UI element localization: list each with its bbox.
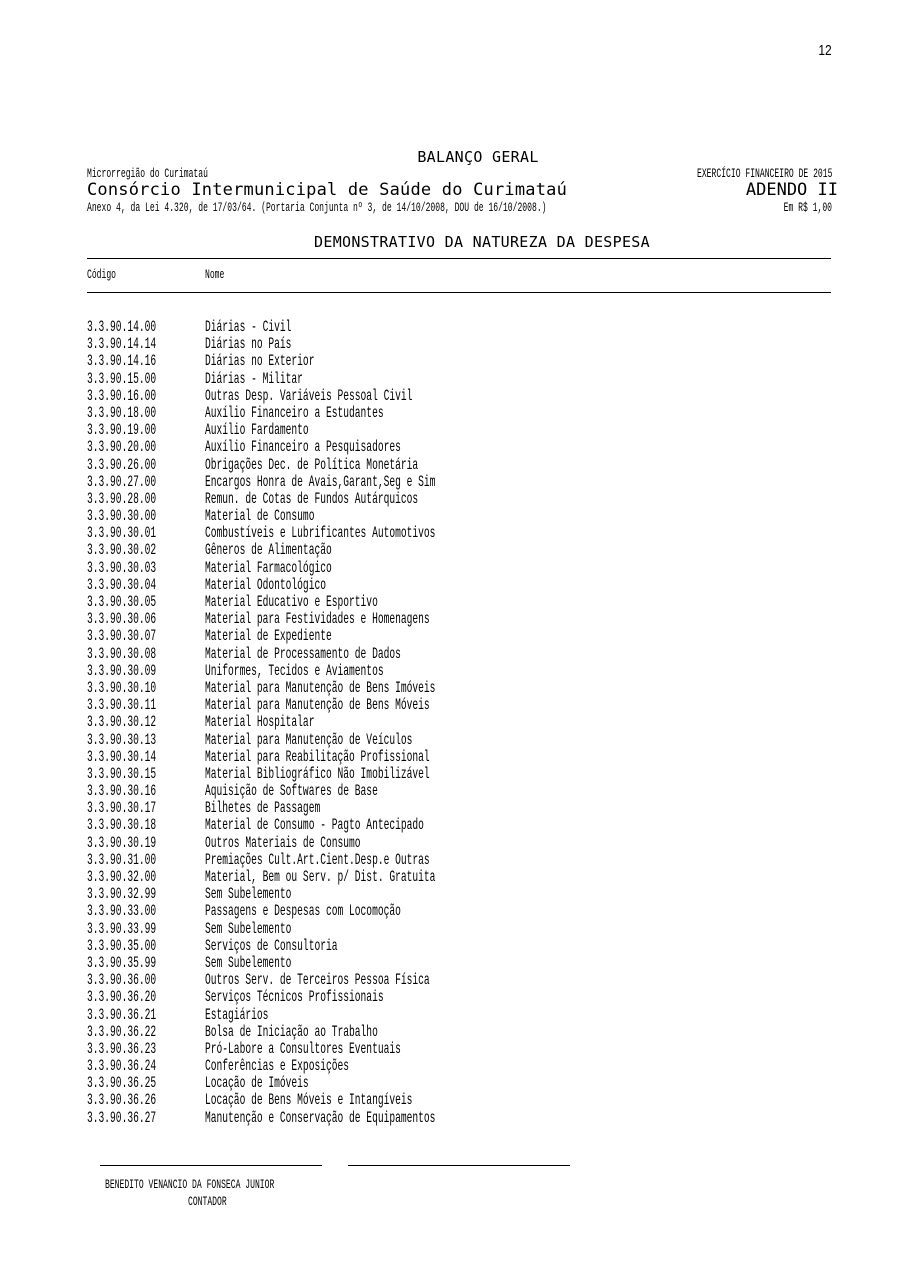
row-code: 3.3.90.32.99	[87, 885, 157, 904]
row-name: Material de Consumo	[205, 507, 315, 526]
row-code: 3.3.90.30.15	[87, 764, 157, 783]
document-title: BALANÇO GERAL	[417, 148, 539, 166]
row-name: Locação de Imóveis	[205, 1074, 309, 1093]
row-code: 3.3.90.14.14	[87, 335, 157, 354]
row-code: 3.3.90.30.09	[87, 661, 157, 680]
currency-label: Em R$ 1,00	[783, 200, 832, 215]
row-code: 3.3.90.36.27	[87, 1108, 157, 1127]
row-code: 3.3.90.30.11	[87, 696, 157, 715]
row-code: 3.3.90.36.23	[87, 1039, 157, 1058]
row-code: 3.3.90.30.14	[87, 747, 157, 766]
entity-name: Consórcio Intermunicipal de Saúde do Curimataú	[87, 180, 568, 200]
row-code: 3.3.90.28.00	[87, 489, 157, 508]
row-name: Passagens e Despesas com Locomoção	[205, 902, 401, 921]
header-bottom-rule	[87, 292, 831, 293]
row-code: 3.3.90.30.07	[87, 627, 157, 646]
row-name: Serviços de Consultoria	[205, 936, 338, 955]
legal-reference: Anexo 4, da Lei 4.320, de 17/03/64. (Portaria Conjunta nº 3, de 14/10/2008, DOU de 16/10/2008.)	[87, 200, 547, 215]
row-code: 3.3.90.31.00	[87, 850, 157, 869]
row-code: 3.3.90.36.21	[87, 1005, 157, 1024]
row-name: Combustíveis e Lubrificantes Automotivos	[205, 524, 436, 543]
row-name: Material para Manutenção de Veículos	[205, 730, 413, 749]
row-name: Aquisição de Softwares de Base	[205, 782, 378, 801]
row-code: 3.3.90.19.00	[87, 421, 157, 440]
row-name: Diárias no País	[205, 335, 292, 354]
row-name: Diárias - Civil	[205, 318, 292, 336]
signature-line-left	[100, 1165, 322, 1166]
row-code: 3.3.90.20.00	[87, 438, 157, 457]
row-name: Manutenção e Conservação de Equipamentos	[205, 1108, 436, 1127]
row-code: 3.3.90.18.00	[87, 403, 157, 422]
row-name: Sem Subelemento	[205, 953, 292, 972]
row-code: 3.3.90.14.00	[87, 318, 157, 336]
row-code: 3.3.90.36.25	[87, 1074, 157, 1093]
row-code: 3.3.90.30.04	[87, 575, 157, 594]
row-name: Material de Expediente	[205, 627, 332, 646]
row-name: Material, Bem ou Serv. p/ Dist. Gratuita	[205, 868, 436, 886]
row-code: 3.3.90.36.26	[87, 1091, 157, 1110]
row-code: 3.3.90.33.99	[87, 919, 157, 938]
row-name: Uniformes, Tecidos e Aviamentos	[205, 661, 384, 680]
row-name: Auxílio Fardamento	[205, 421, 309, 440]
region-label: Microrregião do Curimataú	[87, 166, 208, 181]
row-name: Material para Festividades e Homenagens	[205, 610, 430, 629]
page-number: 12	[818, 42, 832, 59]
row-code: 3.3.90.35.99	[87, 953, 157, 972]
row-code: 3.3.90.30.00	[87, 507, 157, 526]
row-code: 3.3.90.30.17	[87, 799, 157, 818]
signature-line-right	[348, 1165, 570, 1166]
row-code: 3.3.90.26.00	[87, 455, 157, 474]
row-code: 3.3.90.30.12	[87, 713, 157, 732]
row-code: 3.3.90.14.16	[87, 352, 157, 371]
row-name: Pró-Labore a Consultores Eventuais	[205, 1039, 401, 1058]
signatory-role: CONTADOR	[188, 1194, 227, 1209]
row-code: 3.3.90.15.00	[87, 369, 157, 388]
column-header-name: Nome	[205, 267, 225, 282]
row-name: Material Educativo e Esportivo	[205, 593, 378, 611]
header-top-rule	[87, 258, 831, 259]
row-name: Material Farmacológico	[205, 558, 332, 577]
row-name: Material de Processamento de Dados	[205, 644, 401, 663]
row-code: 3.3.90.33.00	[87, 902, 157, 921]
row-code: 3.3.90.30.16	[87, 782, 157, 801]
row-name: Serviços Técnicos Profissionais	[205, 988, 384, 1007]
row-name: Auxílio Financeiro a Estudantes	[205, 403, 384, 422]
column-header-code: Código	[87, 267, 117, 282]
row-name: Sem Subelemento	[205, 919, 292, 938]
row-name: Encargos Honra de Avais,Garant,Seg e Sim	[205, 472, 436, 491]
row-name: Obrigações Dec. de Política Monetária	[205, 455, 419, 474]
row-name: Sem Subelemento	[205, 885, 292, 904]
row-code: 3.3.90.16.00	[87, 386, 157, 405]
row-code: 3.3.90.30.10	[87, 678, 157, 697]
row-name: Material Hospitalar	[205, 713, 315, 732]
row-code: 3.3.90.30.18	[87, 816, 157, 835]
row-name: Estagiários	[205, 1005, 269, 1024]
row-name: Diárias no Exterior	[205, 352, 315, 371]
addendum-label: ADENDO II	[745, 180, 838, 200]
row-code: 3.3.90.30.19	[87, 833, 157, 852]
row-code: 3.3.90.30.02	[87, 541, 157, 560]
row-name: Material de Consumo - Pagto Antecipado	[205, 816, 424, 835]
row-name: Locação de Bens Móveis e Intangíveis	[205, 1091, 413, 1110]
row-code: 3.3.90.30.03	[87, 558, 157, 577]
section-title: DEMONSTRATIVO DA NATUREZA DA DESPESA	[314, 233, 650, 251]
row-name: Material para Manutenção de Bens Móveis	[205, 696, 430, 715]
row-code: 3.3.90.30.13	[87, 730, 157, 749]
row-name: Gêneros de Alimentação	[205, 541, 332, 560]
row-code: 3.3.90.30.08	[87, 644, 157, 663]
row-name: Auxílio Financeiro a Pesquisadores	[205, 438, 401, 457]
row-name: Outros Materiais de Consumo	[205, 833, 361, 852]
row-code: 3.3.90.30.05	[87, 593, 157, 611]
row-name: Material para Manutenção de Bens Imóveis	[205, 678, 436, 697]
row-code: 3.3.90.30.01	[87, 524, 157, 543]
row-name: Remun. de Cotas de Fundos Autárquicos	[205, 489, 419, 508]
row-code: 3.3.90.27.00	[87, 472, 157, 491]
row-code: 3.3.90.36.24	[87, 1057, 157, 1076]
row-code: 3.3.90.30.06	[87, 610, 157, 629]
row-name: Material Bibliográfico Não Imobilizável	[205, 764, 430, 783]
fiscal-year-label: EXERCÍCIO FINANCEIRO DE 2015	[696, 166, 832, 181]
row-name: Material para Reabilitação Profissional	[205, 747, 430, 766]
row-code: 3.3.90.32.00	[87, 868, 157, 886]
row-name: Material Odontológico	[205, 575, 326, 594]
row-name: Conferências e Exposições	[205, 1057, 350, 1076]
row-name: Diárias - Militar	[205, 369, 303, 388]
row-code: 3.3.90.36.20	[87, 988, 157, 1007]
row-name: Outras Desp. Variáveis Pessoal Civil	[205, 386, 413, 405]
row-name: Bilhetes de Passagem	[205, 799, 321, 818]
row-name: Premiações Cult.Art.Cient.Desp.e Outras	[205, 850, 430, 869]
row-code: 3.3.90.36.00	[87, 971, 157, 990]
signatory-name: BENEDITO VENANCIO DA FONSECA JUNIOR	[105, 1177, 275, 1192]
row-name: Bolsa de Iniciação ao Trabalho	[205, 1022, 378, 1041]
row-code: 3.3.90.36.22	[87, 1022, 157, 1041]
row-name: Outros Serv. de Terceiros Pessoa Física	[205, 971, 430, 990]
row-code: 3.3.90.35.00	[87, 936, 157, 955]
